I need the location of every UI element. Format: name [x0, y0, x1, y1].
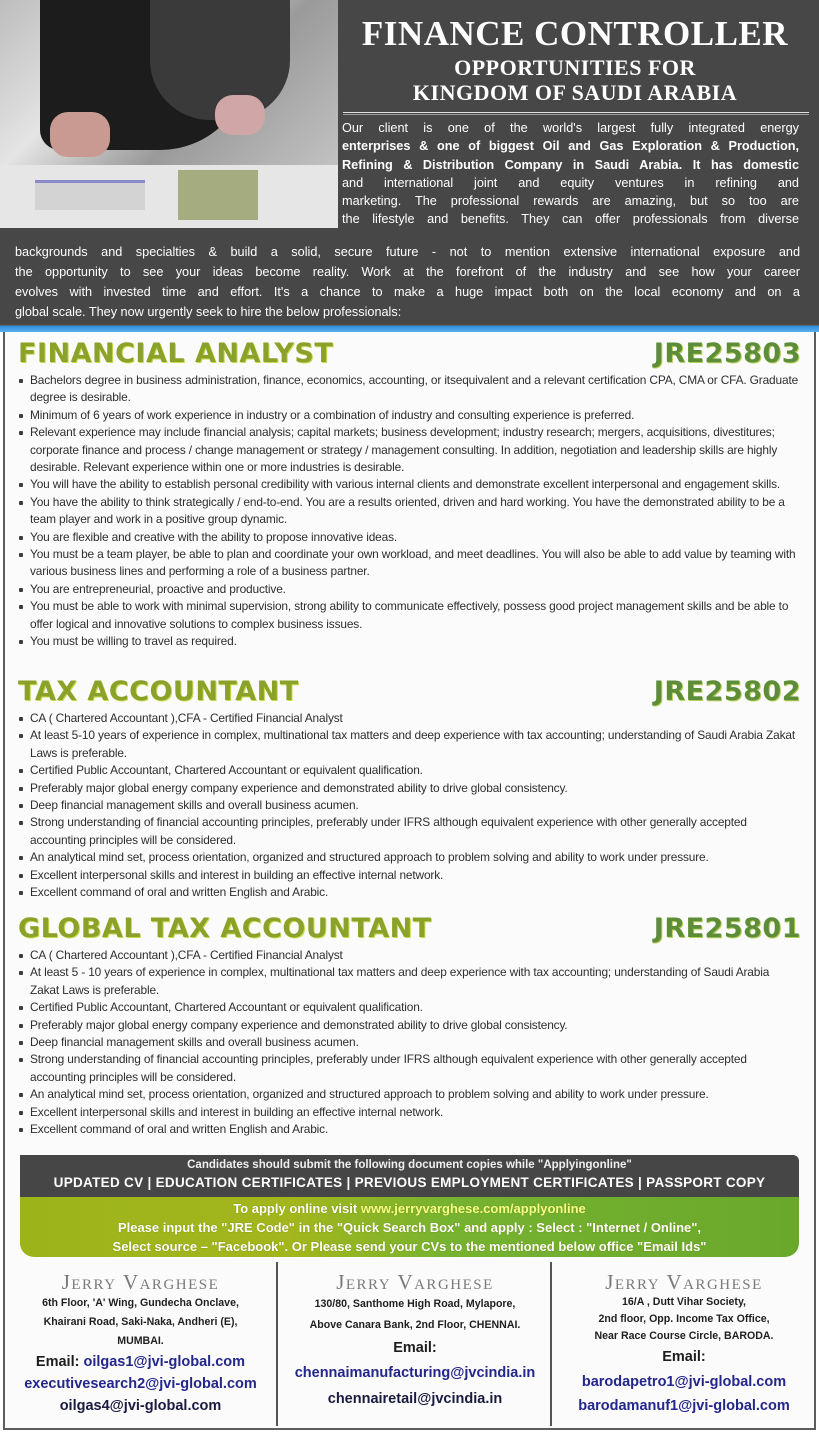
required-documents-panel	[20, 1155, 799, 1197]
address-line: Khairani Road, Saki-Naka, Andheri (E),	[43, 1316, 238, 1328]
job-code: JRE25803	[653, 338, 801, 369]
job-title: FINANCIAL ANALYST	[18, 338, 334, 369]
list-item: You must be willing to travel as required.	[18, 633, 801, 650]
list-item: Deep financial management skills and overall business acumen.	[18, 1034, 801, 1051]
address-line: 130/80, Santhome High Road, Mylapore,	[314, 1298, 516, 1310]
list-item: Strong understanding of financial accounting principles, preferably under IFRS although equivalent experience with other generally accepted accounting principles will be considered.	[18, 814, 801, 849]
list-item: You will have the ability to establish personal credibility with various internal clients and demonstrate excellent interpersonal and engagement skills.	[18, 476, 801, 493]
email-label: Email:	[35, 1354, 80, 1370]
job-code: JRE25801	[653, 913, 801, 944]
intro-line: the opportunity to see your ideas become reality. Work at the forefront of the industry and see how your career	[15, 265, 800, 279]
email-link[interactable]: barodapetro1@jvi-global.com	[581, 1374, 787, 1390]
email-link[interactable]: oilgas4@jvi-global.com	[59, 1398, 222, 1414]
documents-note: Candidates should submit the following document copies while "Applyingonline"	[187, 1159, 632, 1171]
email-label: Email:	[662, 1349, 706, 1365]
email-link[interactable]: chennairetail@jvcindia.in	[327, 1391, 503, 1407]
list-item: You are flexible and creative with the ability to propose innovative ideas.	[18, 529, 801, 546]
header-banner	[0, 0, 819, 324]
intro-line: the lifestyle and benefits. They can offer professionals from diverse	[342, 212, 799, 227]
apply-online-panel	[20, 1197, 799, 1257]
list-item: Certified Public Accountant, Chartered Accountant or equivalent qualification.	[18, 762, 801, 779]
job-section-tax-accountant	[18, 676, 801, 901]
list-item: At least 5 - 10 years of experience in complex, multinational tax matters and deep experience with tax accounting; understanding of Saudi Arabia Zakat Laws is preferable.	[18, 964, 801, 999]
list-item: You must be a team player, be able to plan and coordinate your own workload, and meet deadlines. You will also be able to add value by teaming with various business lines and performing a role of a business partner.	[18, 546, 801, 581]
list-item: An analytical mind set, process orientation, organized and structured approach to problem solving and ability to work under pressure.	[18, 1086, 801, 1103]
list-item: Minimum of 6 years of work experience in industry or a combination of industry and consulting experience is preferred.	[18, 407, 801, 424]
list-item: You have the ability to think strategically / end-to-end. You are a results oriented, driven and hard working. You have the demonstrated ability to be a team player and work in a positive group dynamic.	[18, 494, 801, 529]
apply-visit-line	[20, 1199, 799, 1218]
email-link[interactable]: oilgas1@jvi-global.com	[83, 1354, 246, 1370]
accent-divider	[0, 324, 819, 332]
page-title: FINANCE CONTROLLER	[361, 14, 789, 53]
intro-line: backgrounds and specialties & build a solid, secure future - not to mention extensive international exposure and	[15, 245, 800, 259]
office-chennai	[280, 1262, 552, 1426]
office-mumbai	[5, 1262, 278, 1426]
office-baroda	[554, 1262, 814, 1426]
email-link[interactable]: chennaimanufacturing@jvcindia.in	[294, 1365, 536, 1381]
email-link[interactable]: executivesearch2@jvi-global.com	[24, 1376, 257, 1392]
title-divider	[343, 112, 809, 115]
list-item: Excellent interpersonal skills and interest in building an effective internal network.	[18, 1104, 801, 1121]
job-title: TAX ACCOUNTANT	[18, 676, 299, 707]
job-title: GLOBAL TAX ACCOUNTANT	[18, 913, 432, 944]
list-item: Relevant experience may include financial analysis; capital markets; business development; industry research; mergers, acquisitions, divestitures; corporate finance and process / change management or strategy / management consulting. In addition, negotiation and leadership skills are highly desirable. Relevant experience within one or more industries is desirable.	[18, 424, 801, 476]
brand-logo: Jerry Varghese	[336, 1270, 494, 1294]
requirements-list	[18, 710, 801, 901]
office-contacts	[5, 1262, 814, 1426]
apply-visit-prefix: To apply online visit	[233, 1201, 361, 1216]
list-item: Certified Public Accountant, Chartered Accountant or equivalent qualification.	[18, 999, 801, 1016]
intro-line: Refining & Distribution Company in Saudi Arabia. It has domestic	[342, 157, 799, 172]
list-item: Excellent command of oral and written English and Arabic.	[18, 1121, 801, 1138]
job-section-global-tax-accountant	[18, 913, 801, 1138]
list-item: You must be able to work with minimal supervision, strong ability to communicate effectively, possess good project management skills and be able to offer logical and innovative solutions to complex business issues.	[18, 598, 801, 633]
email-line	[5, 1351, 276, 1373]
address-line: MUMBAI.	[117, 1335, 164, 1347]
list-item: An analytical mind set, process orientation, organized and structured approach to problem solving and ability to work under pressure.	[18, 849, 801, 866]
brand-logo: Jerry Varghese	[61, 1270, 220, 1294]
intro-line: enterprises & one of biggest Oil and Gas Exploration & Production,	[342, 139, 799, 154]
intro-line: Our client is one of the world's largest fully integrated energy	[342, 121, 799, 135]
address-line: 16/A , Dutt Vihar Society,	[621, 1296, 747, 1308]
intro-paragraph-full	[15, 242, 800, 322]
job-code: JRE25802	[653, 676, 801, 707]
documents-list: UPDATED CV | EDUCATION CERTIFICATES | PREVIOUS EMPLOYMENT CERTIFICATES | PASSPORT COPY	[53, 1175, 766, 1190]
address-line: Near Race Course Circle, BARODA.	[594, 1330, 774, 1342]
intro-line: evolves with invested time and effort. It's a chance to make a huge impact both on the local economy and on a	[15, 285, 800, 299]
apply-instruction-line-3: Select source – "Facebook". Or Please send your CVs to the mentioned below office "Email Ids"	[112, 1239, 707, 1254]
intro-paragraph-right	[342, 119, 799, 229]
list-item: CA ( Chartered Accountant ),CFA - Certified Financial Analyst	[18, 947, 801, 964]
requirements-list	[18, 947, 801, 1138]
list-item: CA ( Chartered Accountant ),CFA - Certified Financial Analyst	[18, 710, 801, 727]
job-section-financial-analyst	[18, 338, 801, 651]
address-line: Above Canara Bank, 2nd Floor, CHENNAI.	[309, 1319, 521, 1331]
list-item: Bachelors degree in business administration, finance, economics, accounting, or itsequivalent and a relevant certification CPA, CMA or CFA. Graduate degree is desirable.	[18, 372, 801, 407]
list-item: At least 5-10 years of experience in complex, multinational tax matters and deep experience with tax accounting; understanding of Saudi Arabia Zakat Laws is preferable.	[18, 727, 801, 762]
list-item: Excellent interpersonal skills and interest in building an effective internal network.	[18, 867, 801, 884]
intro-line: and international joint and equity ventures in refining and	[342, 175, 799, 190]
business-photo	[0, 0, 338, 228]
list-item: Strong understanding of financial accounting principles, preferably under IFRS although equivalent experience with other generally accepted accounting principles will be considered.	[18, 1051, 801, 1086]
apply-instruction-line-2: Please input the "JRE Code" in the "Quick Search Box" and apply : Select : "Internet / Online",	[117, 1220, 702, 1235]
address-line: 6th Floor, 'A' Wing, Gundecha Onclave,	[42, 1297, 239, 1309]
address-line: 2nd floor, Opp. Income Tax Office,	[598, 1313, 770, 1325]
list-item: Deep financial management skills and overall business acumen.	[18, 797, 801, 814]
list-item: Excellent command of oral and written English and Arabic.	[18, 884, 801, 901]
brand-logo: Jerry Varghese	[605, 1270, 763, 1294]
requirements-list	[18, 372, 801, 651]
list-item: Preferably major global energy company experience and demonstrated ability to drive global consistency.	[18, 780, 801, 797]
apply-online-link[interactable]: www.jerryvarghese.com/applyonline	[360, 1201, 586, 1216]
intro-line: marketing. The professional rewards are amazing, but so too are	[342, 194, 799, 209]
apply-instructions-box	[20, 1155, 799, 1257]
list-item: Preferably major global energy company experience and demonstrated ability to drive global consistency.	[18, 1017, 801, 1034]
page-subtitle-2: KINGDOM OF SAUDI ARABIA	[412, 80, 738, 105]
page-subtitle-1: OPPORTUNITIES FOR	[454, 55, 696, 80]
intro-line: global scale. They now urgently seek to hire the below professionals:	[15, 305, 402, 319]
list-item: You are entrepreneurial, proactive and productive.	[18, 581, 801, 598]
email-label: Email:	[393, 1340, 437, 1356]
email-link[interactable]: barodamanuf1@jvi-global.com	[578, 1398, 790, 1414]
